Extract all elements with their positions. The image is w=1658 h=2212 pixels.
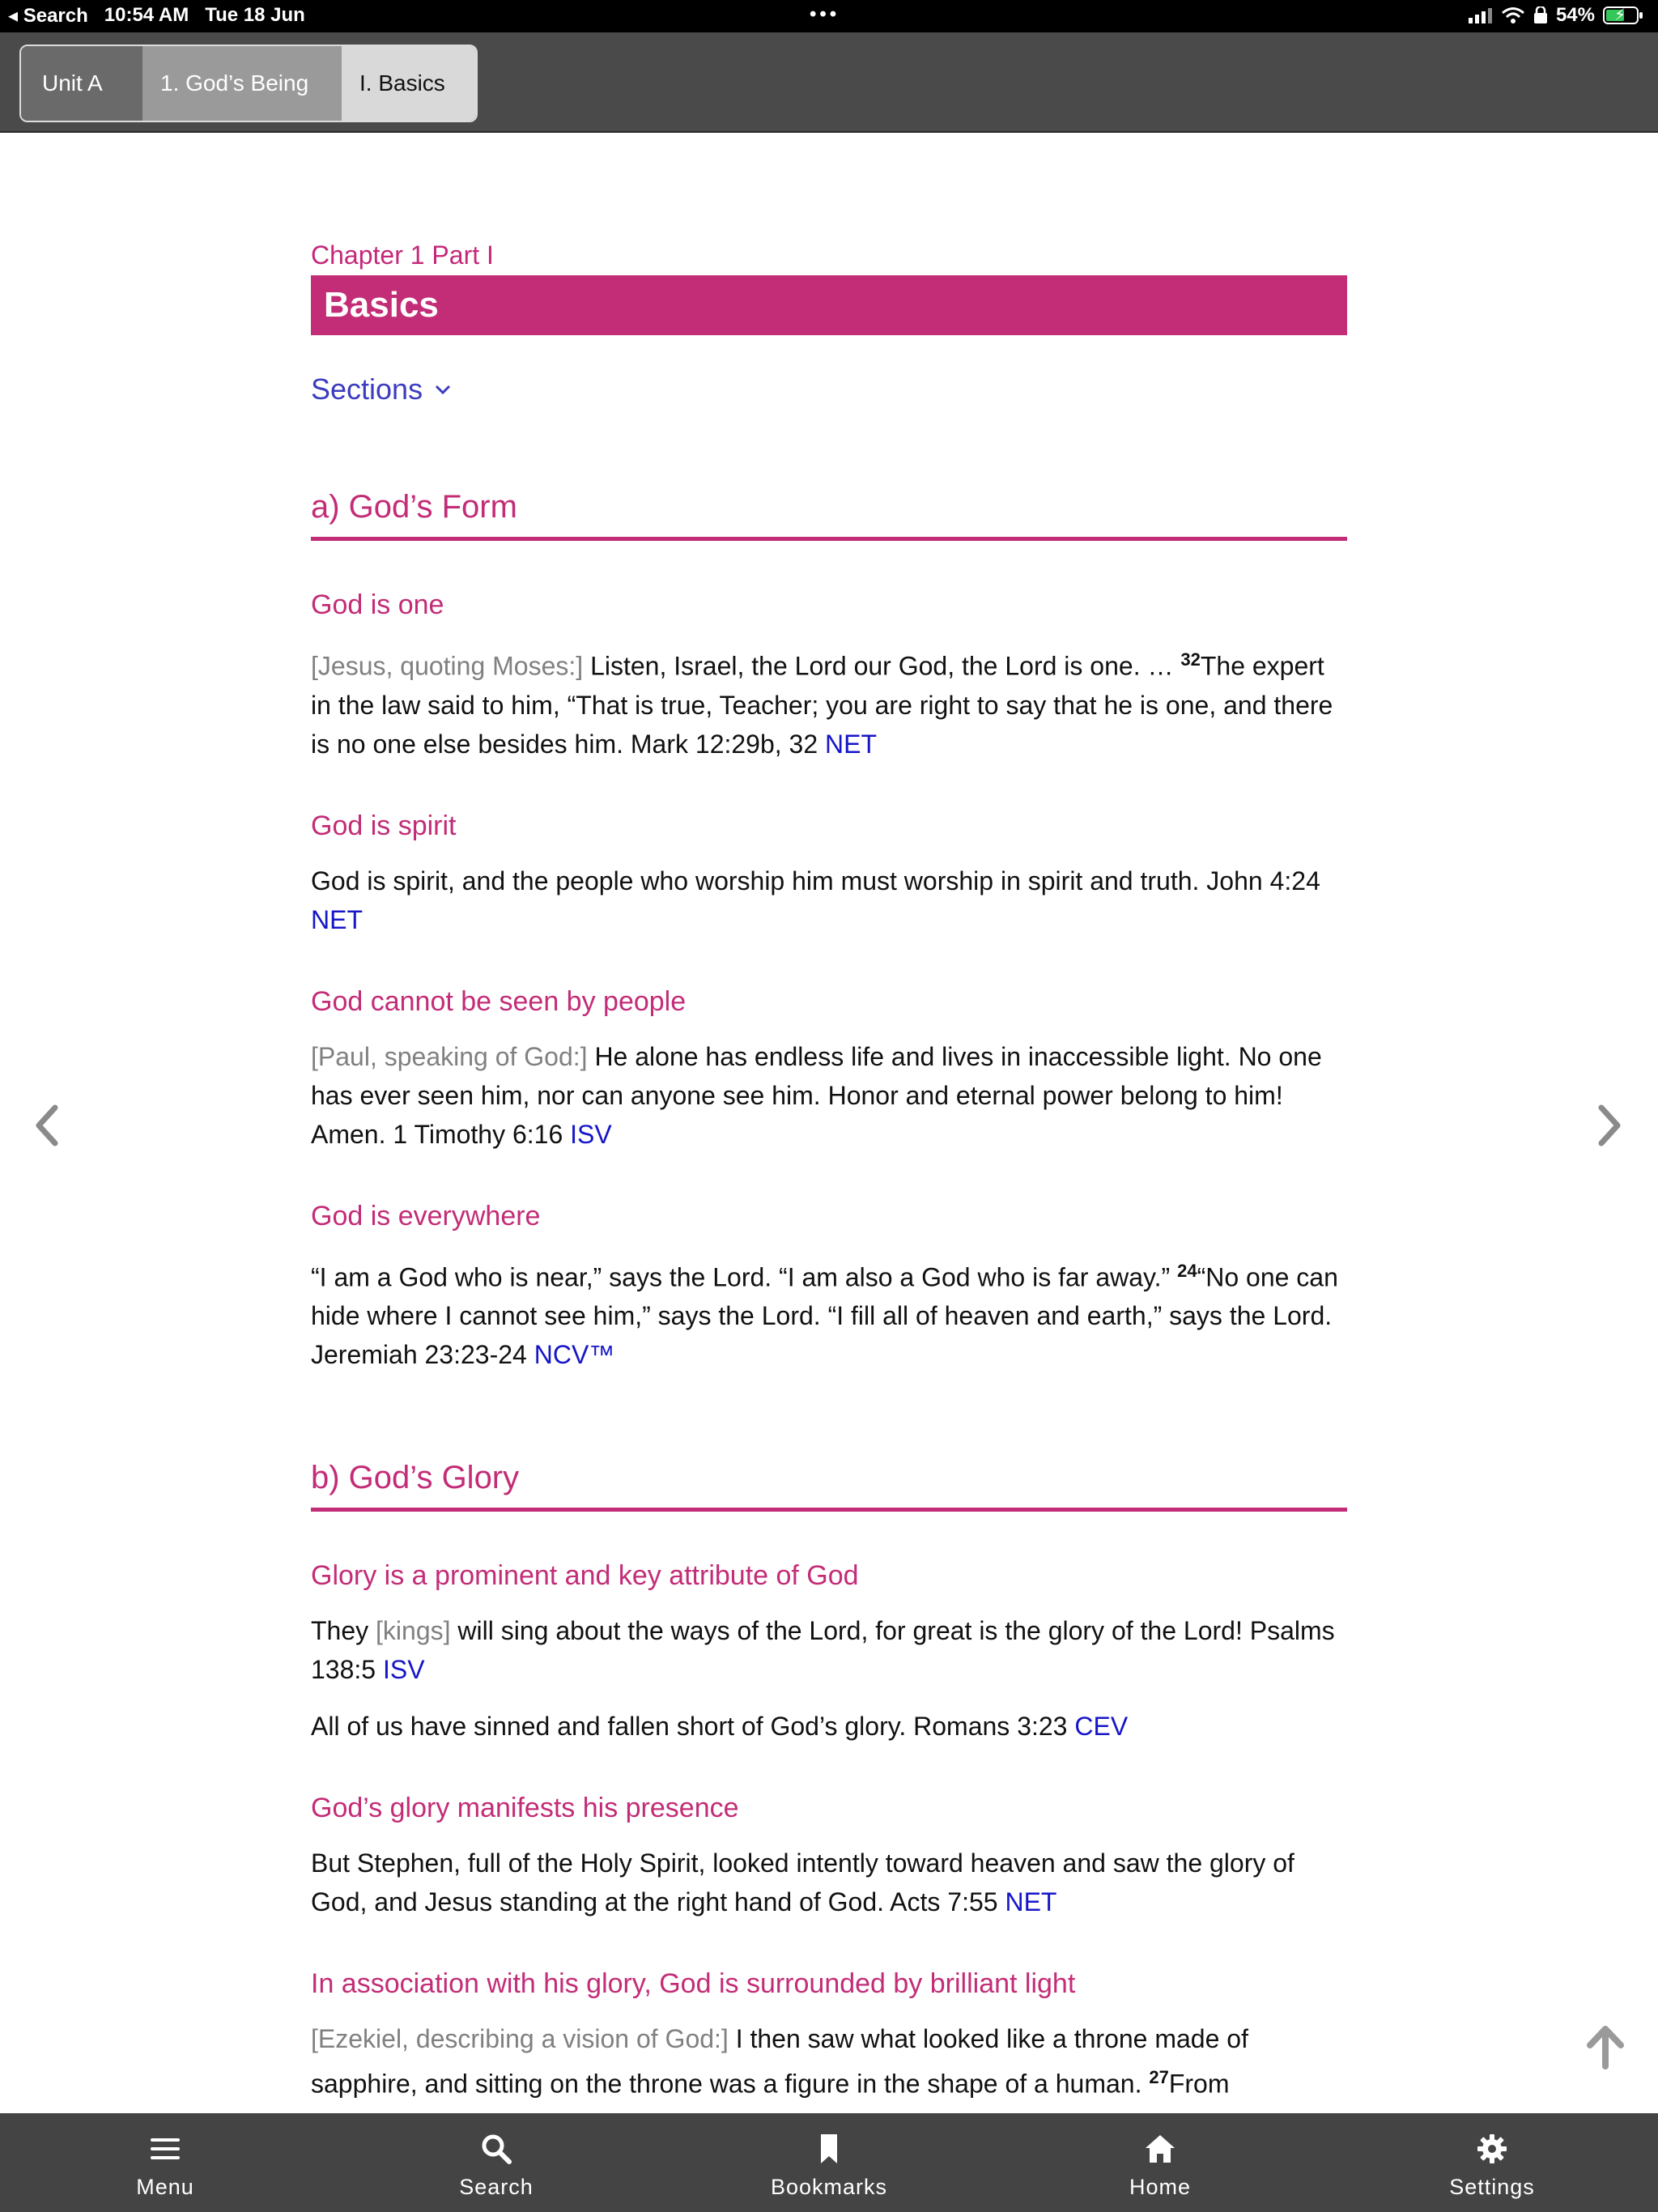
scripture-passage — [311, 1252, 1347, 1375]
status-time: 10:54 AM — [104, 4, 189, 26]
translation-link[interactable]: NET — [311, 904, 363, 934]
sections-dropdown[interactable] — [311, 372, 489, 406]
sections-label: Sections — [311, 372, 423, 406]
tab-label: Home — [1129, 2175, 1192, 2199]
chapter-title: Basics — [311, 275, 1347, 335]
tab-menu[interactable] — [84, 2113, 246, 2212]
breadcrumb — [19, 45, 478, 122]
scripture-passage — [311, 640, 1347, 764]
scripture-passage — [311, 1037, 1347, 1154]
translation-link[interactable]: NCV™ — [534, 1340, 615, 1370]
section-heading-glory: b) God’s Glory — [311, 1460, 1347, 1512]
subheading: Glory is a prominent and key attribute of God — [311, 1560, 859, 1592]
home-icon — [1144, 2133, 1176, 2165]
breadcrumb-part[interactable]: I. Basics — [342, 46, 476, 121]
status-date: Tue 18 Jun — [205, 4, 305, 26]
scripture-passage — [311, 1611, 1347, 1689]
subheading: God’s glory manifests his presence — [311, 1793, 739, 1824]
passage-text: From — [1168, 2069, 1230, 2099]
passage-text: They — [311, 1616, 376, 1646]
tab-label: Menu — [136, 2175, 194, 2199]
passage-text: will sing about the ways of the Lord, for great is the glory of the Lord! Psalms 138:5 — [311, 1616, 1335, 1685]
verse-number: 24 — [1177, 1260, 1197, 1281]
subheading: God is spirit — [311, 810, 457, 841]
cellular-signal-icon — [1469, 7, 1493, 23]
next-page-arrow-icon[interactable] — [1593, 1101, 1626, 1150]
breadcrumb-unit[interactable]: Unit A — [21, 46, 142, 121]
tab-home[interactable] — [1079, 2113, 1241, 2212]
context-note: [Jesus, quoting Moses:] — [311, 651, 584, 681]
translation-link[interactable]: ISV — [570, 1119, 612, 1149]
passage-text: Listen, Israel, the Lord our God, the Lord is one. … — [583, 651, 1181, 681]
passage-text: I then saw what looked like a throne made of sapphire, and sitting on the throne was a figure in the shape of a human. — [311, 2024, 1248, 2099]
passage-text: But Stephen, full of the Holy Spirit, looked intently toward heaven and saw the glory of God, and Jesus standing at the right hand of God. Acts 7:55 — [311, 1848, 1295, 1917]
context-note: [kings] — [376, 1616, 451, 1646]
tab-label: Bookmarks — [770, 2175, 888, 2199]
multitasking-dots-icon[interactable]: ••• — [810, 3, 840, 25]
status-bar — [0, 0, 1658, 32]
gear-icon — [1476, 2133, 1508, 2165]
chapter-content — [311, 235, 1347, 2104]
translation-link[interactable]: CEV — [1074, 1712, 1129, 1742]
context-note: [Ezekiel, describing a vision of God:] — [311, 2024, 729, 2054]
translation-link[interactable]: ISV — [382, 1655, 425, 1685]
chevron-down-icon — [434, 381, 452, 398]
tab-label: Settings — [1449, 2175, 1535, 2199]
tab-bookmarks[interactable] — [748, 2113, 910, 2212]
scripture-passage — [311, 1844, 1347, 1921]
translation-link[interactable]: NET — [1005, 1887, 1057, 1917]
passage-text: All of us have sinned and fallen short of God’s glory. Romans 3:23 — [311, 1712, 1075, 1742]
subheading: God is one — [311, 589, 444, 620]
subheading: God is everywhere — [311, 1200, 541, 1231]
previous-page-arrow-icon[interactable] — [31, 1101, 63, 1150]
tab-label: Search — [459, 2175, 534, 2199]
context-note: [Paul, speaking of God:] — [311, 1041, 588, 1071]
back-to-app-link[interactable]: ◂ Search — [8, 5, 88, 27]
passage-text: “I am a God who is near,” says the Lord. “I am also a God who is far away.” — [311, 1262, 1178, 1292]
tab-settings[interactable] — [1411, 2113, 1573, 2212]
passage-text: God is spirit, and the people who worship him must worship in spirit and truth. John 4:24 — [311, 866, 1320, 895]
passage-text: “No one can hide where I cannot see him,” says the Lord. “I fill all of heaven and earth,” says the Lord. Jeremiah 23:23-24 — [311, 1262, 1338, 1370]
battery-percent: 54% — [1555, 4, 1595, 26]
breadcrumb-chapter[interactable]: 1. God’s Being — [142, 46, 342, 121]
scroll-to-top-arrow-icon[interactable] — [1585, 2024, 1626, 2069]
passage-text: The expert in the law said to him, “That is true, Teacher; you are right to say that he is one, and there is no one else besides him. Mark 12:29b, 32 — [311, 651, 1333, 759]
wifi-icon — [1501, 6, 1525, 24]
scripture-passage — [311, 2019, 1347, 2104]
tab-search[interactable] — [415, 2113, 577, 2212]
verse-number: 27 — [1149, 2067, 1169, 2088]
nav-bar — [0, 32, 1658, 133]
battery-icon: ⚡ — [1603, 6, 1639, 24]
search-icon — [480, 2133, 512, 2165]
subheading: In association with his glory, God is surrounded by brilliant light — [311, 1968, 1076, 2000]
scripture-passage — [311, 1707, 1347, 1746]
scripture-passage — [311, 861, 1347, 939]
passage-text: He alone has endless life and lives in inaccessible light. No one has ever seen him, nor can anyone see him. Honor and eternal power belong to him! Amen. 1 Timothy 6:16 — [311, 1041, 1322, 1149]
bookmark-icon — [813, 2133, 845, 2165]
chapter-label: Chapter 1 Part I — [311, 240, 494, 270]
translation-link[interactable]: NET — [825, 729, 878, 759]
subheading: God cannot be seen by people — [311, 985, 687, 1017]
bottom-tab-bar — [0, 2113, 1658, 2212]
lock-rotation-icon — [1533, 6, 1548, 24]
menu-icon — [149, 2133, 181, 2165]
verse-number: 32 — [1180, 649, 1201, 670]
section-heading-form: a) God’s Form — [311, 489, 1347, 541]
